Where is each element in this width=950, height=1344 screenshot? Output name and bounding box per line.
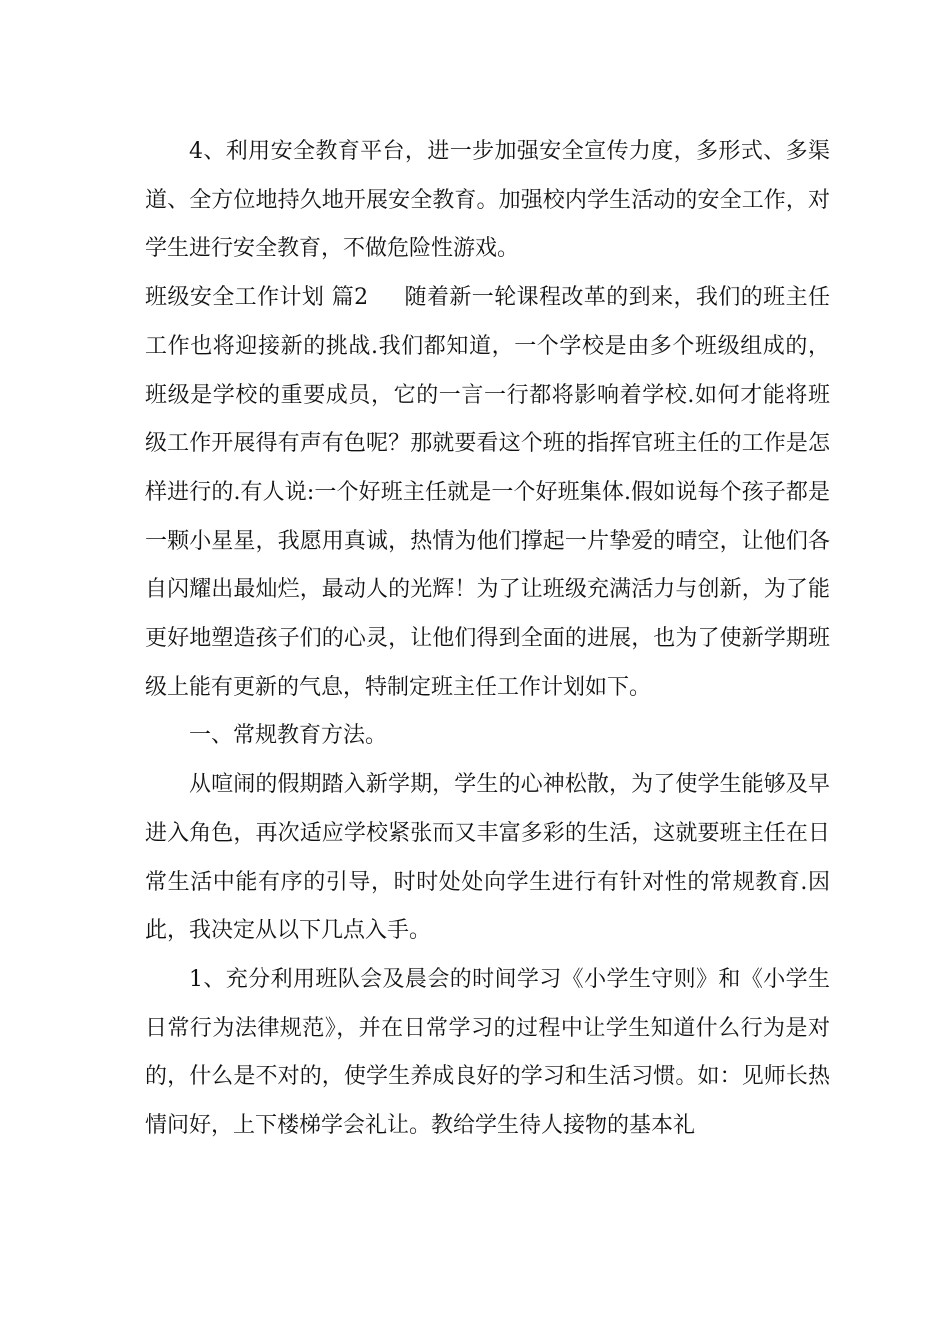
paragraph-routine-education: 从喧闹的假期踏入新学期，学生的心神松散，为了使学生能够及早进入角色，再次适应学校紧张而又丰富多彩的生活，这就要班主任在日常生活中能有序的引导，时时处处向学生进行有针对性的常规教育.因此，我决定从以下几点入手。 <box>145 772 830 944</box>
paragraph-class-meeting: 1、充分利用班队会及晨会的时间学习《小学生守则》和《小学生日常行为法律规范》，并在日常学习的过程中让学生知道什么行为是对的，什么是不对的，使学生养成良好的学习和生活习惯。如：见师长热情问好，上下楼梯学会礼让。教给学生待人接物的基本礼 <box>145 966 830 1139</box>
document-body <box>145 128 830 1151</box>
paragraph-safety-education: 4、利用安全教育平台，进一步加强安全宣传力度，多形式、多渠道、全方位地持久地开展安全教育。加强校内学生活动的安全工作，对学生进行安全教育，不做危险性游戏。 <box>145 139 830 262</box>
paragraph-plan-intro <box>145 274 830 712</box>
section-heading-routine-education: 一、常规教育方法。 <box>189 723 388 749</box>
paragraph-plan-intro-text: 随着新一轮课程改革的到来，我们的班主任工作也将迎接新的挑战.我们都知道，一个学校是由多个班级组成的，班级是学校的重要成员，它的一言一行都将影响着学校.如何才能将班级工作开展得有声有色呢？那就要看这个班的指挥官班主任的工作是怎样进行的.有人说:一个好班主任就是一个好班集体.假如说每个孩子都是一颗小星星，我愿用真诚，热情为他们撑起一片挚爱的晴空，让他们各自闪耀出最灿烂，最动人的光辉！为了让班级充满活力与创新，为了能更好地塑造孩子们的心灵，让他们得到全面的进展，也为了使新学期班级上能有更新的气息，特制定班主任工作计划如下。 <box>145 285 830 700</box>
section-title: 班级安全工作计划 篇2 <box>145 285 369 311</box>
